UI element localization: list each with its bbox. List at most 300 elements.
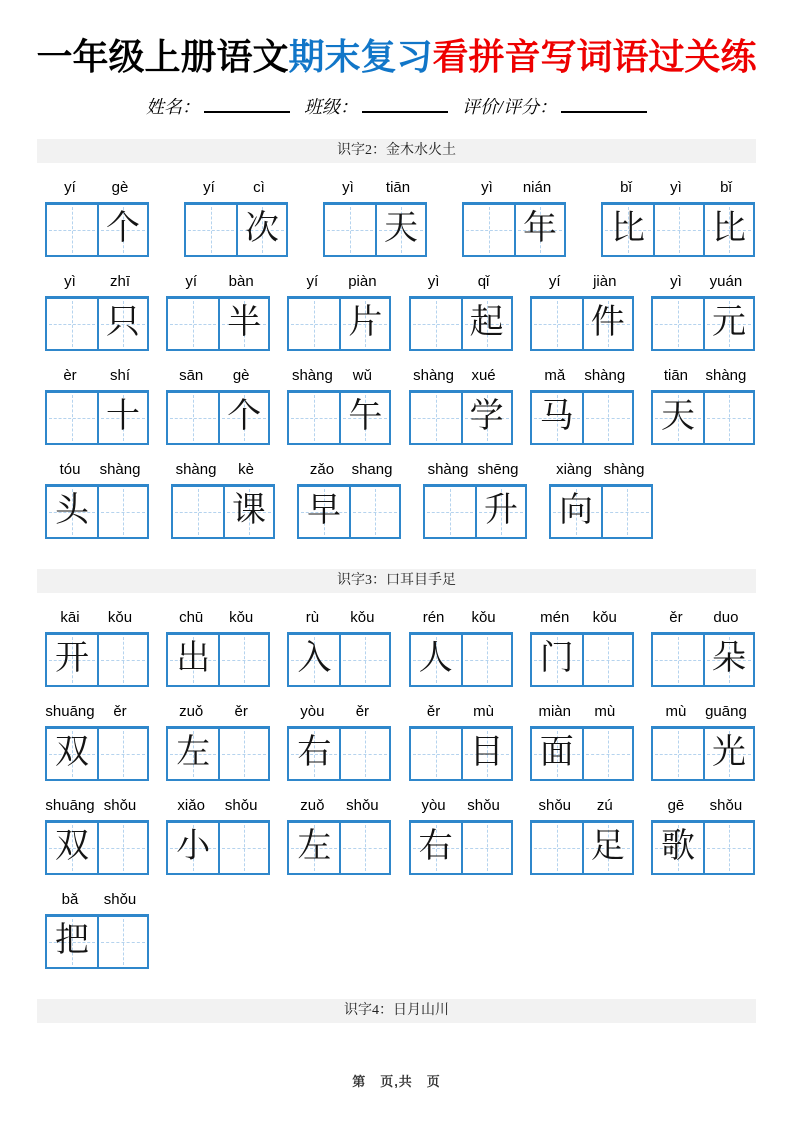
cell-character bbox=[220, 635, 268, 685]
pinyin-row bbox=[409, 367, 513, 386]
word-item bbox=[166, 703, 270, 781]
pinyin-syllable: zǎo bbox=[309, 461, 335, 478]
pinyin-syllable: tiān bbox=[663, 367, 689, 384]
cell-character bbox=[351, 487, 399, 537]
character-grid bbox=[530, 296, 634, 351]
grid-cell-empty bbox=[289, 393, 339, 443]
grid-cell-filled bbox=[411, 823, 461, 873]
grid-cell-empty bbox=[97, 917, 147, 967]
cell-character bbox=[168, 393, 218, 443]
pinyin-syllable: yì bbox=[670, 179, 682, 196]
cell-character bbox=[584, 729, 632, 779]
cell-character: 只 bbox=[106, 304, 140, 341]
pinyin-syllable: shēng bbox=[477, 461, 519, 478]
cell-character: 早 bbox=[307, 492, 341, 529]
cell-character: 双 bbox=[55, 734, 89, 771]
grid-cell-empty bbox=[339, 635, 389, 685]
pinyin-syllable: shuāng bbox=[45, 797, 95, 814]
grid-cell-filled bbox=[461, 299, 511, 349]
cell-character: 起 bbox=[469, 304, 504, 341]
pinyin-syllable: yí bbox=[64, 179, 76, 196]
pinyin-syllable: jiàn bbox=[593, 273, 617, 290]
cell-character: 升 bbox=[484, 492, 518, 529]
word-row bbox=[45, 703, 755, 781]
cell-character bbox=[341, 635, 389, 685]
cell-character bbox=[411, 299, 461, 349]
character-grid bbox=[166, 726, 270, 781]
cell-character: 天 bbox=[660, 398, 695, 435]
pinyin-syllable: èr bbox=[63, 367, 77, 384]
cell-character: 开 bbox=[55, 640, 89, 677]
grid-cell-empty bbox=[349, 487, 399, 537]
cell-character bbox=[220, 823, 268, 873]
grid-cell-empty bbox=[653, 299, 703, 349]
grid-cell-empty bbox=[339, 729, 389, 779]
pinyin-syllable: mù bbox=[473, 703, 494, 720]
student-info-line bbox=[0, 93, 793, 119]
grid-cell-filled bbox=[47, 823, 97, 873]
word-item bbox=[651, 797, 755, 875]
word-row bbox=[45, 367, 755, 445]
character-grid bbox=[297, 484, 401, 539]
cell-character bbox=[532, 299, 582, 349]
pinyin-syllable: mén bbox=[540, 609, 570, 626]
grid-cell-filled bbox=[168, 823, 218, 873]
character-grid bbox=[409, 296, 513, 351]
pinyin-row bbox=[45, 179, 149, 198]
cell-character: 右 bbox=[418, 828, 453, 865]
pinyin-row bbox=[651, 609, 755, 628]
cell-character: 马 bbox=[539, 398, 574, 435]
grid-cell-filled bbox=[289, 823, 339, 873]
pinyin-row bbox=[166, 703, 270, 722]
cell-character bbox=[653, 635, 703, 685]
word-item bbox=[287, 703, 391, 781]
sections bbox=[0, 139, 793, 1023]
cell-character: 左 bbox=[176, 734, 211, 771]
pinyin-row bbox=[409, 609, 513, 628]
pinyin-syllable: yuán bbox=[709, 273, 743, 290]
pinyin-syllable: rù bbox=[305, 609, 320, 626]
pinyin-syllable: kè bbox=[238, 461, 254, 478]
character-grid bbox=[651, 726, 755, 781]
word-item bbox=[45, 703, 149, 781]
character-grid bbox=[409, 390, 513, 445]
cell-character bbox=[47, 205, 97, 255]
character-grid bbox=[530, 820, 634, 875]
pinyin-syllable: kǒu bbox=[471, 609, 496, 626]
pinyin-syllable: kǒu bbox=[350, 609, 375, 626]
pinyin-syllable: zú bbox=[596, 797, 613, 814]
grid-cell-filled bbox=[703, 205, 753, 255]
cell-character: 学 bbox=[469, 398, 504, 435]
pinyin-syllable: piàn bbox=[348, 273, 377, 290]
cell-character: 入 bbox=[297, 640, 332, 677]
cell-character bbox=[99, 917, 147, 967]
word-item bbox=[166, 367, 270, 445]
pinyin-syllable: zuǒ bbox=[179, 703, 204, 720]
pinyin-syllable: xiǎo bbox=[177, 797, 205, 814]
cell-character: 光 bbox=[711, 734, 746, 771]
cell-character: 课 bbox=[232, 492, 266, 529]
word-item bbox=[45, 367, 149, 445]
grid-cell-filled bbox=[97, 205, 147, 255]
grid-cell-empty bbox=[325, 205, 375, 255]
character-grid bbox=[530, 390, 634, 445]
cell-character: 右 bbox=[297, 734, 332, 771]
grid-cell-empty bbox=[411, 299, 461, 349]
section-header-1: 识字2：金木水火土 bbox=[37, 139, 756, 163]
pinyin-syllable: shàng bbox=[413, 367, 454, 384]
grid-cell-filled bbox=[703, 729, 753, 779]
grid-cell-filled bbox=[532, 393, 582, 443]
cell-character: 小 bbox=[176, 828, 211, 865]
grid-cell-empty bbox=[582, 393, 632, 443]
grid-cell-empty bbox=[653, 205, 703, 255]
cell-character: 歌 bbox=[660, 828, 695, 865]
cell-character: 把 bbox=[55, 922, 89, 959]
pinyin-row bbox=[184, 179, 288, 198]
word-item bbox=[287, 797, 391, 875]
grid-cell-filled bbox=[532, 729, 582, 779]
score-blank-line bbox=[561, 97, 647, 113]
character-grid bbox=[45, 484, 149, 539]
grid-cell-empty bbox=[97, 729, 147, 779]
pinyin-row bbox=[530, 273, 634, 292]
cell-character: 朵 bbox=[711, 640, 746, 677]
cell-character: 头 bbox=[55, 492, 89, 529]
cell-character bbox=[47, 393, 97, 443]
grid-cell-empty bbox=[425, 487, 475, 537]
pinyin-syllable: kǒu bbox=[592, 609, 617, 626]
pinyin-row bbox=[651, 797, 755, 816]
pinyin-row bbox=[45, 891, 149, 910]
grid-cell-filled bbox=[603, 205, 653, 255]
page-footer: 第 页,共 页 bbox=[352, 1074, 441, 1089]
word-item bbox=[651, 367, 755, 445]
cell-character: 双 bbox=[55, 828, 89, 865]
cell-character bbox=[653, 299, 703, 349]
pinyin-row bbox=[549, 461, 653, 480]
cell-character: 门 bbox=[539, 640, 574, 677]
character-grid bbox=[166, 632, 270, 687]
word-item bbox=[287, 367, 391, 445]
grid-cell-empty bbox=[218, 635, 268, 685]
cell-character bbox=[655, 205, 703, 255]
section-rows-2 bbox=[0, 609, 793, 969]
pinyin-syllable: zuǒ bbox=[300, 797, 325, 814]
pinyin-syllable: chū bbox=[179, 609, 204, 626]
pinyin-row bbox=[423, 461, 527, 480]
pinyin-syllable: yí bbox=[185, 273, 198, 290]
grid-cell-filled bbox=[475, 487, 525, 537]
word-item bbox=[171, 461, 275, 539]
grid-cell-filled bbox=[47, 635, 97, 685]
grid-cell-filled bbox=[461, 729, 511, 779]
word-item bbox=[423, 461, 527, 539]
pinyin-syllable: yì bbox=[427, 273, 440, 290]
grid-cell-filled bbox=[532, 635, 582, 685]
pinyin-syllable: zhī bbox=[109, 273, 130, 290]
grid-cell-filled bbox=[168, 729, 218, 779]
pinyin-row bbox=[45, 461, 149, 480]
character-grid bbox=[166, 390, 270, 445]
pinyin-syllable: cì bbox=[253, 179, 265, 196]
page-title bbox=[0, 0, 793, 79]
pinyin-syllable: shàng bbox=[427, 461, 469, 478]
grid-cell-filled bbox=[47, 917, 97, 967]
pinyin-syllable: yí bbox=[306, 273, 319, 290]
grid-cell-empty bbox=[218, 823, 268, 873]
pinyin-syllable: guāng bbox=[705, 703, 747, 720]
pinyin-syllable: shang bbox=[351, 461, 393, 478]
cell-character: 元 bbox=[711, 304, 746, 341]
score-label: 评价/评分： bbox=[461, 97, 557, 117]
cell-character: 比 bbox=[712, 210, 746, 247]
pinyin-row bbox=[530, 609, 634, 628]
word-item bbox=[166, 609, 270, 687]
grid-cell-filled bbox=[97, 393, 147, 443]
grid-cell-empty bbox=[703, 823, 753, 873]
pinyin-syllable: shí bbox=[109, 367, 130, 384]
cell-character bbox=[584, 635, 632, 685]
pinyin-syllable: bàn bbox=[228, 273, 254, 290]
word-item bbox=[45, 797, 149, 875]
cell-character bbox=[99, 729, 147, 779]
pinyin-syllable: yòu bbox=[421, 797, 446, 814]
pinyin-syllable: yì bbox=[670, 273, 682, 290]
character-grid bbox=[423, 484, 527, 539]
cell-character bbox=[341, 729, 389, 779]
grid-cell-empty bbox=[289, 299, 339, 349]
section-header-2: 识字3：口耳目手足 bbox=[37, 569, 756, 593]
pinyin-syllable: gē bbox=[667, 797, 685, 814]
word-item bbox=[530, 367, 634, 445]
grid-cell-filled bbox=[703, 299, 753, 349]
grid-cell-empty bbox=[173, 487, 223, 537]
word-row bbox=[45, 609, 755, 687]
pinyin-syllable: xiàng bbox=[556, 461, 592, 478]
title-part-red: 看拼音写词语过关练 bbox=[432, 36, 757, 77]
pinyin-row bbox=[530, 703, 634, 722]
pinyin-syllable: bǐ bbox=[620, 179, 632, 196]
name-label: 姓名： bbox=[145, 97, 200, 117]
grid-cell-empty bbox=[168, 393, 218, 443]
cell-character: 半 bbox=[227, 304, 262, 341]
character-grid bbox=[287, 296, 391, 351]
word-item bbox=[409, 609, 513, 687]
pinyin-row bbox=[651, 367, 755, 386]
word-item bbox=[651, 609, 755, 687]
pinyin-syllable: sān bbox=[179, 367, 204, 384]
section-rows-1 bbox=[0, 179, 793, 539]
title-part-blue: 期末复习 bbox=[288, 36, 433, 77]
cell-character bbox=[99, 635, 147, 685]
word-item bbox=[549, 461, 653, 539]
pinyin-syllable: kāi bbox=[60, 609, 80, 626]
grid-cell-empty bbox=[411, 393, 461, 443]
grid-cell-filled bbox=[339, 299, 389, 349]
word-row bbox=[45, 797, 755, 875]
word-item bbox=[287, 609, 391, 687]
pinyin-row bbox=[323, 179, 427, 198]
grid-cell-filled bbox=[582, 299, 632, 349]
cell-character bbox=[289, 299, 339, 349]
word-item bbox=[184, 179, 288, 257]
pinyin-syllable: gè bbox=[232, 367, 250, 384]
grid-cell-filled bbox=[582, 823, 632, 873]
grid-cell-filled bbox=[223, 487, 273, 537]
cell-character: 件 bbox=[590, 304, 625, 341]
word-item bbox=[409, 703, 513, 781]
name-blank-line bbox=[204, 97, 290, 113]
cell-character: 十 bbox=[106, 398, 140, 435]
word-row bbox=[45, 273, 755, 351]
character-grid bbox=[651, 390, 755, 445]
character-grid bbox=[287, 820, 391, 875]
character-grid bbox=[45, 820, 149, 875]
grid-cell-empty bbox=[461, 635, 511, 685]
grid-cell-empty bbox=[47, 393, 97, 443]
grid-cell-filled bbox=[218, 393, 268, 443]
word-item bbox=[166, 273, 270, 351]
character-grid bbox=[530, 726, 634, 781]
cell-character bbox=[411, 729, 461, 779]
pinyin-row bbox=[409, 797, 513, 816]
word-item bbox=[530, 273, 634, 351]
pinyin-row bbox=[409, 273, 513, 292]
grid-cell-filled bbox=[703, 635, 753, 685]
class-label: 班级： bbox=[303, 97, 358, 117]
cell-character bbox=[463, 635, 511, 685]
character-grid bbox=[287, 726, 391, 781]
pinyin-syllable: tóu bbox=[59, 461, 81, 478]
grid-cell-filled bbox=[218, 299, 268, 349]
cell-character: 人 bbox=[418, 640, 453, 677]
character-grid bbox=[45, 726, 149, 781]
character-grid bbox=[45, 914, 149, 969]
character-grid bbox=[651, 296, 755, 351]
cell-character bbox=[168, 299, 218, 349]
pinyin-syllable: wǔ bbox=[352, 367, 372, 384]
pinyin-syllable: gè bbox=[111, 179, 129, 196]
grid-cell-filled bbox=[461, 393, 511, 443]
character-grid bbox=[287, 632, 391, 687]
grid-cell-filled bbox=[551, 487, 601, 537]
cell-character: 天 bbox=[384, 210, 418, 247]
grid-cell-filled bbox=[47, 487, 97, 537]
grid-cell-empty bbox=[97, 635, 147, 685]
pinyin-row bbox=[287, 609, 391, 628]
character-grid bbox=[45, 296, 149, 351]
pinyin-row bbox=[530, 367, 634, 386]
cell-character bbox=[289, 393, 339, 443]
pinyin-syllable: bǎ bbox=[61, 891, 79, 908]
pinyin-syllable: shàng bbox=[584, 367, 626, 384]
pinyin-syllable: shàng bbox=[603, 461, 645, 478]
pinyin-syllable: kǒu bbox=[107, 609, 133, 626]
cell-character bbox=[99, 823, 147, 873]
pinyin-row bbox=[166, 797, 270, 816]
section-header-3: 识字4：日月山川 bbox=[37, 999, 756, 1023]
pinyin-row bbox=[651, 273, 755, 292]
grid-cell-filled bbox=[339, 393, 389, 443]
grid-cell-filled bbox=[653, 823, 703, 873]
word-item bbox=[530, 797, 634, 875]
word-item bbox=[462, 179, 566, 257]
cell-character: 次 bbox=[245, 210, 279, 247]
title-part-black: 一年级上册语文 bbox=[36, 36, 289, 77]
pinyin-syllable: ěr bbox=[669, 609, 683, 626]
pinyin-syllable: yì bbox=[481, 179, 493, 196]
character-grid bbox=[171, 484, 275, 539]
pinyin-syllable: shǒu bbox=[103, 891, 137, 908]
pinyin-syllable: yòu bbox=[300, 703, 325, 720]
character-grid bbox=[530, 632, 634, 687]
grid-cell-empty bbox=[703, 393, 753, 443]
grid-cell-empty bbox=[186, 205, 236, 255]
character-grid bbox=[462, 202, 566, 257]
pinyin-syllable: xué bbox=[471, 367, 496, 384]
word-row bbox=[45, 461, 755, 539]
pinyin-syllable: rén bbox=[422, 609, 445, 626]
word-item bbox=[45, 609, 149, 687]
pinyin-row bbox=[45, 797, 149, 816]
pinyin-syllable: ěr bbox=[426, 703, 441, 720]
pinyin-row bbox=[166, 367, 270, 386]
cell-character bbox=[99, 487, 147, 537]
pinyin-syllable: shǒu bbox=[224, 797, 258, 814]
grid-cell-empty bbox=[339, 823, 389, 873]
grid-cell-filled bbox=[168, 635, 218, 685]
cell-character: 午 bbox=[348, 398, 383, 435]
character-grid bbox=[409, 632, 513, 687]
grid-cell-filled bbox=[653, 393, 703, 443]
pinyin-syllable: shàng bbox=[291, 367, 333, 384]
grid-cell-empty bbox=[97, 823, 147, 873]
grid-cell-filled bbox=[236, 205, 286, 255]
cell-character bbox=[653, 729, 703, 779]
pinyin-row bbox=[287, 797, 391, 816]
word-item bbox=[530, 703, 634, 781]
pinyin-syllable: yí bbox=[203, 179, 215, 196]
word-item bbox=[323, 179, 427, 257]
grid-cell-filled bbox=[375, 205, 425, 255]
word-item bbox=[287, 273, 391, 351]
pinyin-row bbox=[462, 179, 566, 198]
pinyin-syllable: mù bbox=[594, 703, 616, 720]
pinyin-syllable: shǒu bbox=[467, 797, 500, 814]
word-item bbox=[45, 179, 149, 257]
grid-cell-filled bbox=[47, 729, 97, 779]
pinyin-syllable: shǒu bbox=[346, 797, 379, 814]
grid-cell-filled bbox=[289, 635, 339, 685]
cell-character bbox=[47, 299, 97, 349]
pinyin-row bbox=[287, 367, 391, 386]
cell-character: 个 bbox=[106, 210, 140, 247]
cell-character bbox=[705, 393, 753, 443]
grid-cell-filled bbox=[411, 635, 461, 685]
cell-character bbox=[341, 823, 389, 873]
cell-character: 足 bbox=[590, 828, 625, 865]
grid-cell-empty bbox=[47, 299, 97, 349]
pinyin-syllable: shuāng bbox=[45, 703, 95, 720]
grid-cell-empty bbox=[168, 299, 218, 349]
class-blank-line bbox=[362, 97, 448, 113]
grid-cell-empty bbox=[97, 487, 147, 537]
grid-cell-empty bbox=[461, 823, 511, 873]
pinyin-syllable: mù bbox=[665, 703, 687, 720]
